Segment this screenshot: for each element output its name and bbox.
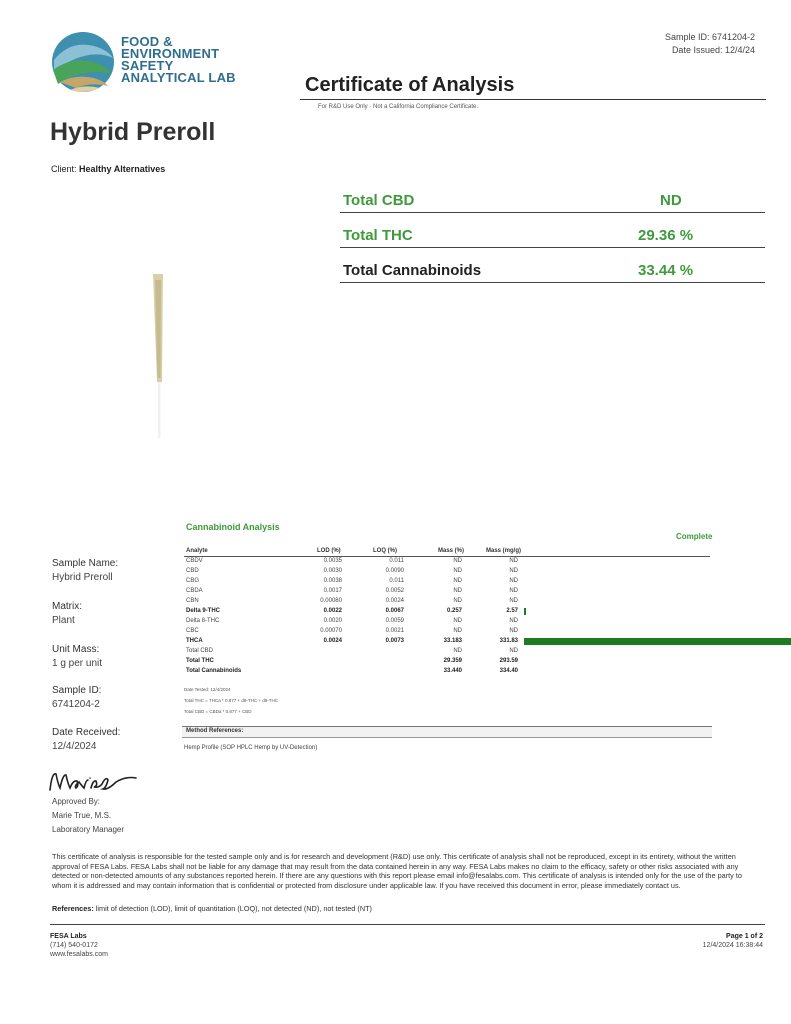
mass-pct-cell: 0.257 bbox=[446, 608, 462, 614]
summary-value: 33.44 % bbox=[638, 262, 694, 279]
table-row bbox=[184, 567, 710, 577]
table-row bbox=[184, 627, 710, 637]
unit-mass-value: 1 g per unit bbox=[52, 658, 103, 669]
status-badge: Complete bbox=[676, 532, 713, 541]
table-row bbox=[184, 577, 710, 587]
analyte-cell: Delta 8-THC bbox=[186, 618, 220, 624]
preroll-image bbox=[150, 270, 174, 440]
mass-mg-cell: 293.59 bbox=[499, 658, 518, 664]
analyte-cell: Delta 9-THC bbox=[186, 608, 221, 614]
matrix-label: Matrix: bbox=[52, 601, 82, 612]
approver-title: Laboratory Manager bbox=[52, 825, 125, 834]
client-name: Healthy Alternatives bbox=[79, 164, 166, 174]
references-label: References: bbox=[52, 904, 94, 913]
analyte-cell: Total CBD bbox=[186, 648, 214, 654]
mass-mg-cell: ND bbox=[509, 588, 518, 594]
mass-pct-cell: ND bbox=[453, 558, 462, 564]
analysis-title: Cannabinoid Analysis bbox=[186, 522, 280, 532]
lod-cell: 0.0038 bbox=[323, 578, 342, 584]
mass-mg-cell: ND bbox=[509, 578, 518, 584]
references-text: limit of detection (LOD), limit of quantitation (LOQ), not detected (ND), not tested (NT) bbox=[93, 904, 372, 913]
mass-pct-cell: ND bbox=[453, 568, 462, 574]
matrix-value: Plant bbox=[52, 615, 75, 626]
loq-cell: 0.011 bbox=[389, 558, 404, 564]
summary-label: Total CBD bbox=[343, 192, 415, 209]
summary-value: 29.36 % bbox=[638, 227, 694, 244]
lod-cell: 0.00070 bbox=[320, 628, 342, 634]
date-received-value: 12/4/2024 bbox=[52, 741, 97, 752]
footer-divider bbox=[50, 924, 765, 925]
mass-pct-cell: 33.440 bbox=[443, 668, 462, 674]
header-sample-id: Sample ID: 6741204-2 bbox=[664, 32, 755, 42]
footer-phone: (714) 540-0172 bbox=[50, 942, 98, 949]
table-row bbox=[184, 657, 710, 667]
mass-pct-cell: ND bbox=[453, 628, 462, 634]
analyte-cell: CBG bbox=[186, 578, 200, 584]
analyte-cell: Total THC bbox=[186, 658, 214, 664]
date-received-label: Date Received: bbox=[52, 727, 121, 738]
lab-name-line: ENVIRONMENT bbox=[121, 46, 220, 61]
loq-cell: 0.0021 bbox=[385, 628, 404, 634]
mass-mg-cell: 2.57 bbox=[506, 608, 518, 614]
lod-cell: 0.0035 bbox=[323, 558, 342, 564]
disclaimer-text: This certificate of analysis is responsible for the tested sample only and is for research and development (R&D) use only. This certificate of analysis shall not be reproduced, except in its entirety, without the written approval of FESA Labs. FESA Labs shall not be liable for any damage that may result from the data contained herein in any way. FESA Labs makes no claim to the efficacy, safety or other risks associated with any detected or non-detected amounts of any substances reported herein. If there are any questions with this report please email info@fesalabs.com. This certificate of analysis is intended only for the use of the party to whom it is addressed and may contain information that is confidential or protected from disclosure under applicable law. If you have received this document in error, please immediately contact us. bbox=[52, 852, 742, 890]
lab-name bbox=[121, 36, 236, 84]
analyte-cell: CBN bbox=[186, 598, 199, 604]
table-row bbox=[184, 557, 710, 567]
table-row bbox=[184, 587, 710, 597]
references-line bbox=[52, 904, 372, 913]
analyte-cell: Total Cannabinoids bbox=[186, 668, 242, 674]
col-header-mass-mg: Mass (mg/g) bbox=[486, 548, 522, 554]
loq-cell: 0.0024 bbox=[385, 598, 404, 604]
analyte-cell: CBDA bbox=[186, 588, 203, 594]
product-title: Hybrid Preroll bbox=[50, 118, 216, 146]
analyte-cell: THCA bbox=[186, 638, 203, 644]
lod-cell: 0.0020 bbox=[323, 618, 342, 624]
client-line bbox=[51, 164, 165, 174]
mass-bar bbox=[524, 638, 791, 645]
mass-pct-cell: ND bbox=[453, 578, 462, 584]
col-header-loq: LOQ (%) bbox=[373, 548, 397, 554]
table-row bbox=[184, 667, 710, 677]
mass-mg-cell: 334.40 bbox=[499, 668, 518, 674]
lab-name-line: ANALYTICAL LAB bbox=[121, 70, 236, 85]
mass-pct-cell: 33.183 bbox=[443, 638, 462, 644]
client-label: Client: bbox=[51, 164, 80, 174]
footer-timestamp: 12/4/2024 16:38:44 bbox=[702, 942, 763, 949]
mass-bar bbox=[524, 608, 526, 615]
header-divider bbox=[300, 99, 766, 100]
method-references-label: Method References: bbox=[186, 728, 244, 734]
loq-cell: 0.0090 bbox=[385, 568, 404, 574]
mass-pct-cell: ND bbox=[453, 588, 462, 594]
footer-contact bbox=[50, 932, 108, 959]
method-references-bar bbox=[182, 726, 712, 738]
lab-logo-icon bbox=[50, 30, 116, 94]
header-date-issued: Date Issued: 12/4/24 bbox=[671, 45, 755, 55]
mass-mg-cell: ND bbox=[509, 558, 518, 564]
summary-value: ND bbox=[660, 192, 682, 209]
mass-mg-cell: ND bbox=[509, 628, 518, 634]
signature-image bbox=[46, 766, 146, 796]
mass-mg-cell: ND bbox=[509, 598, 518, 604]
summary-label: Total THC bbox=[343, 227, 413, 244]
lod-cell: 0.0024 bbox=[323, 638, 342, 644]
table-row bbox=[184, 597, 710, 607]
mass-pct-cell: ND bbox=[453, 648, 462, 654]
unit-mass-label: Unit Mass: bbox=[52, 644, 100, 655]
table-row bbox=[184, 617, 710, 627]
mass-mg-cell: ND bbox=[509, 618, 518, 624]
total-thc-formula: Total THC = THCa * 0.877 + d9-THC + d8-THC bbox=[184, 698, 278, 703]
lab-name-line: SAFETY bbox=[121, 58, 174, 73]
approver-name: Marie True, M.S. bbox=[52, 811, 112, 820]
col-header-mass-pct: Mass (%) bbox=[438, 548, 465, 554]
footer-page-info bbox=[703, 932, 763, 950]
method-reference: Hemp Profile (SOP HPLC Hemp by UV-Detection) bbox=[184, 745, 318, 751]
lod-cell: 0.00080 bbox=[320, 598, 342, 604]
lod-cell: 0.0017 bbox=[323, 588, 342, 594]
analyte-cell: CBDV bbox=[186, 558, 203, 564]
total-cbd-formula: Total CBD = CBDa * 0.877 + CBD bbox=[184, 709, 252, 714]
loq-cell: 0.0052 bbox=[385, 588, 404, 594]
loq-cell: 0.0059 bbox=[385, 618, 404, 624]
summary-row bbox=[340, 256, 765, 283]
col-header-analyte: Analyte bbox=[186, 548, 208, 554]
loq-cell: 0.0067 bbox=[385, 608, 404, 614]
sample-id-value: 6741204-2 bbox=[52, 699, 100, 710]
header-meta bbox=[665, 31, 755, 57]
loq-cell: 0.0073 bbox=[385, 638, 404, 644]
sample-name-value: Hybrid Preroll bbox=[52, 572, 113, 583]
table-row bbox=[184, 637, 710, 647]
approved-by-label: Approved By: bbox=[52, 797, 101, 806]
analyte-cell: CBD bbox=[186, 568, 199, 574]
page-number: Page 1 of 2 bbox=[726, 933, 763, 940]
footer-website: www.fesalabs.com bbox=[50, 951, 108, 958]
col-header-lod: LOD (%) bbox=[317, 548, 341, 554]
date-tested-note: Date Tested: 12/4/2024 bbox=[184, 687, 231, 692]
mass-mg-cell: 331.83 bbox=[499, 638, 518, 644]
mass-mg-cell: ND bbox=[509, 648, 518, 654]
mass-pct-cell: ND bbox=[453, 618, 462, 624]
summary-row bbox=[340, 221, 765, 248]
summary-row bbox=[340, 186, 765, 213]
mass-pct-cell: ND bbox=[453, 598, 462, 604]
summary-label: Total Cannabinoids bbox=[343, 262, 482, 279]
rd-use-note: For R&D Use Only · Not a California Compliance Certificate. bbox=[318, 104, 479, 110]
table-row bbox=[184, 607, 710, 617]
analyte-cell: CBC bbox=[186, 628, 199, 634]
footer-company: FESA Labs bbox=[50, 933, 87, 940]
document-title: Certificate of Analysis bbox=[305, 74, 515, 96]
sample-id-label: Sample ID: bbox=[52, 685, 102, 696]
mass-pct-cell: 29.359 bbox=[443, 658, 462, 664]
loq-cell: 0.011 bbox=[389, 578, 404, 584]
lod-cell: 0.0022 bbox=[323, 608, 342, 614]
mass-mg-cell: ND bbox=[509, 568, 518, 574]
lod-cell: 0.0030 bbox=[323, 568, 342, 574]
sample-name-label: Sample Name: bbox=[52, 558, 119, 569]
lab-name-line: FOOD & bbox=[121, 34, 173, 49]
table-row bbox=[184, 647, 710, 657]
